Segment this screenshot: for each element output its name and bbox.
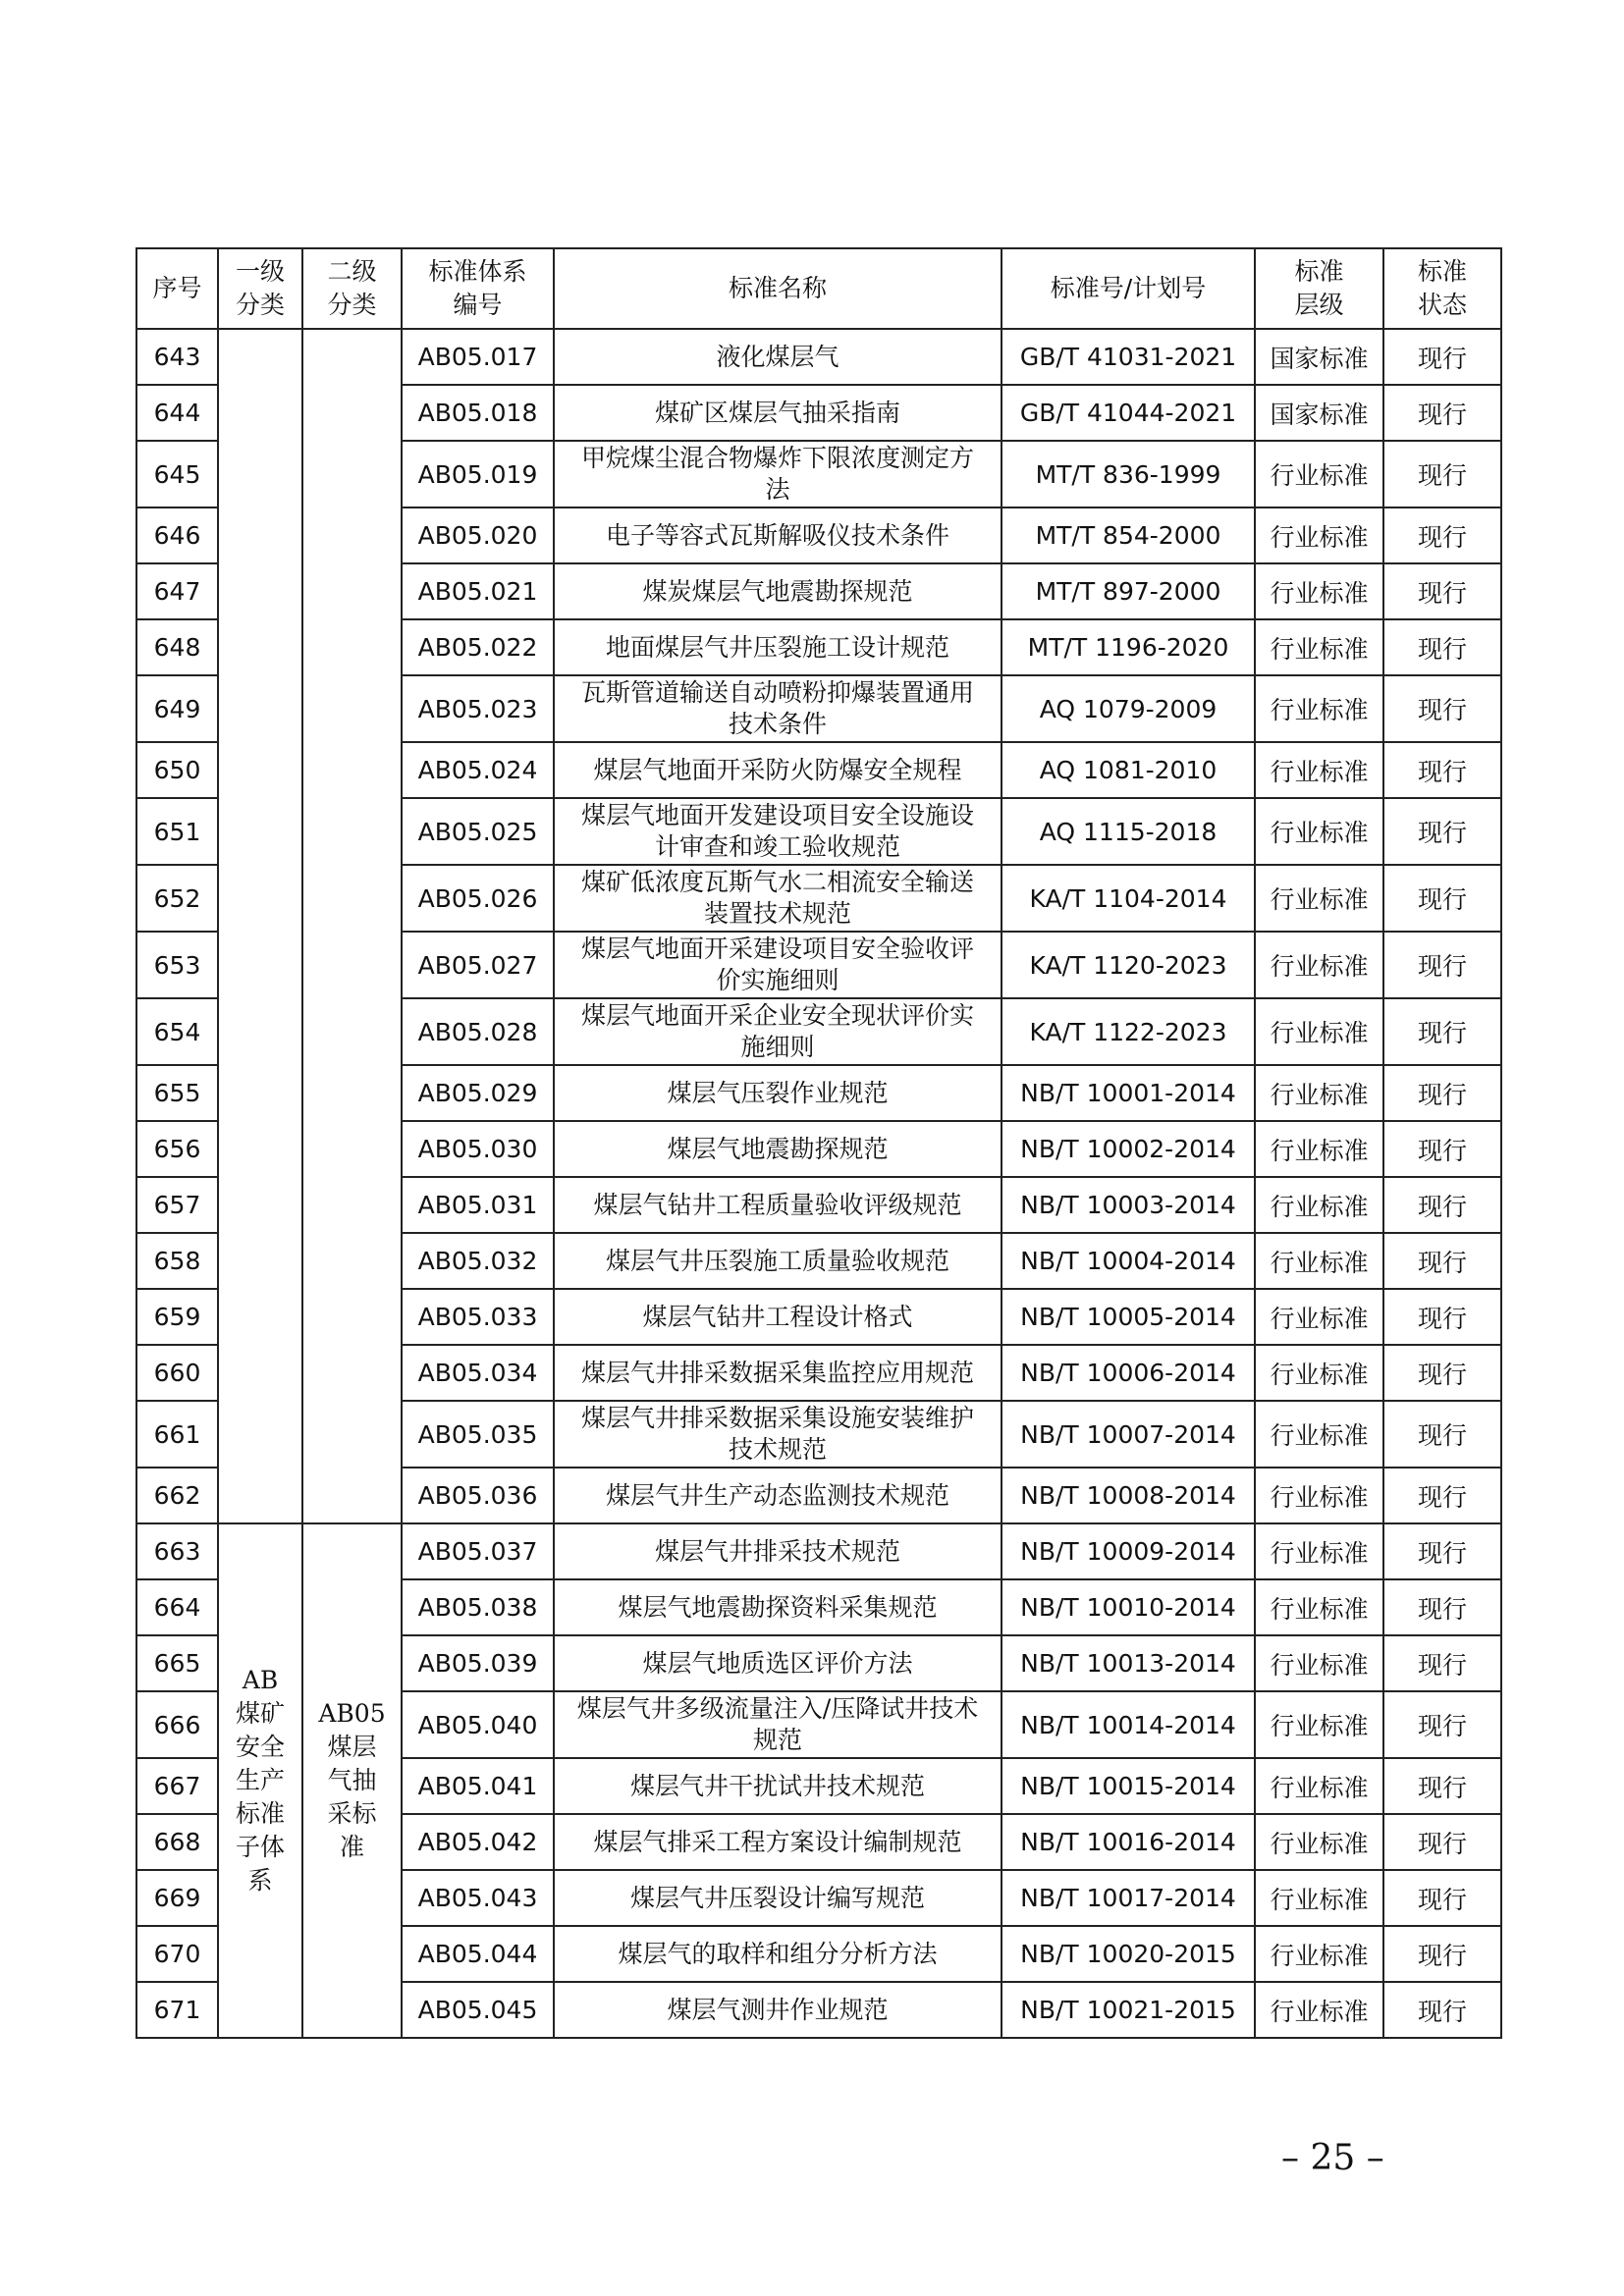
cell-tier: 行业标准 <box>1255 865 1383 932</box>
cell-number: NB/T 10017-2014 <box>1001 1870 1255 1926</box>
cell-name: 液化煤层气 <box>554 329 1001 385</box>
cell-name: 煤层气井多级流量注入/压降试井技术 规范 <box>554 1691 1001 1758</box>
cell-tier: 行业标准 <box>1255 1926 1383 1982</box>
cell-seq: 671 <box>136 1982 218 2038</box>
cell-seq: 659 <box>136 1289 218 1345</box>
cell-number: NB/T 10008-2014 <box>1001 1468 1255 1523</box>
cell-seq: 649 <box>136 675 218 742</box>
cell-status: 现行 <box>1383 1870 1501 1926</box>
cell-code: AB05.020 <box>402 507 554 563</box>
cell-number: NB/T 10014-2014 <box>1001 1691 1255 1758</box>
cell-code: AB05.042 <box>402 1814 554 1870</box>
cell-name: 煤层气地震勘探资料采集规范 <box>554 1579 1001 1635</box>
cell-status: 现行 <box>1383 1691 1501 1758</box>
cell-name: 煤层气地面开采建设项目安全验收评 价实施细则 <box>554 932 1001 998</box>
cell-status: 现行 <box>1383 1926 1501 1982</box>
cell-tier: 行业标准 <box>1255 507 1383 563</box>
cell-status: 现行 <box>1383 1345 1501 1401</box>
cell-number: NB/T 10006-2014 <box>1001 1345 1255 1401</box>
cell-level2-blank <box>302 329 402 1523</box>
cell-tier: 行业标准 <box>1255 1691 1383 1758</box>
cell-number: NB/T 10010-2014 <box>1001 1579 1255 1635</box>
cell-code: AB05.030 <box>402 1121 554 1177</box>
cell-code: AB05.032 <box>402 1233 554 1289</box>
cell-status: 现行 <box>1383 329 1501 385</box>
cell-tier: 行业标准 <box>1255 675 1383 742</box>
cell-status: 现行 <box>1383 619 1501 675</box>
cell-code: AB05.019 <box>402 441 554 507</box>
cell-tier: 行业标准 <box>1255 1065 1383 1121</box>
cell-status: 现行 <box>1383 1121 1501 1177</box>
cell-code: AB05.044 <box>402 1926 554 1982</box>
cell-seq: 645 <box>136 441 218 507</box>
cell-status: 现行 <box>1383 1758 1501 1814</box>
cell-tier: 行业标准 <box>1255 1289 1383 1345</box>
cell-status: 现行 <box>1383 998 1501 1065</box>
table-header-row <box>136 248 1501 329</box>
cell-code: AB05.040 <box>402 1691 554 1758</box>
cell-status: 现行 <box>1383 1579 1501 1635</box>
cell-name: 甲烷煤尘混合物爆炸下限浓度测定方 法 <box>554 441 1001 507</box>
cell-tier: 行业标准 <box>1255 1870 1383 1926</box>
cell-name: 电子等容式瓦斯解吸仪技术条件 <box>554 507 1001 563</box>
cell-seq: 667 <box>136 1758 218 1814</box>
cell-status: 现行 <box>1383 675 1501 742</box>
cell-number: KA/T 1104-2014 <box>1001 865 1255 932</box>
cell-code: AB05.025 <box>402 798 554 865</box>
cell-status: 现行 <box>1383 742 1501 798</box>
standards-table <box>135 247 1502 2039</box>
table-body <box>136 329 1501 2038</box>
cell-status: 现行 <box>1383 563 1501 619</box>
cell-code: AB05.045 <box>402 1982 554 2038</box>
cell-tier: 行业标准 <box>1255 1523 1383 1579</box>
cell-seq: 644 <box>136 385 218 441</box>
cell-name: 煤层气井排采数据采集监控应用规范 <box>554 1345 1001 1401</box>
cell-number: NB/T 10003-2014 <box>1001 1177 1255 1233</box>
cell-number: MT/T 897-2000 <box>1001 563 1255 619</box>
cell-name: 煤层气井排采数据采集设施安装维护 技术规范 <box>554 1401 1001 1468</box>
cell-status: 现行 <box>1383 385 1501 441</box>
cell-tier: 行业标准 <box>1255 1345 1383 1401</box>
cell-name: 煤层气测井作业规范 <box>554 1982 1001 2038</box>
cell-name: 煤矿低浓度瓦斯气水二相流安全输送 装置技术规范 <box>554 865 1001 932</box>
cell-status: 现行 <box>1383 798 1501 865</box>
header-number: 标准号/计划号 <box>1001 248 1255 329</box>
cell-status: 现行 <box>1383 1401 1501 1468</box>
cell-seq: 653 <box>136 932 218 998</box>
cell-name: 瓦斯管道输送自动喷粉抑爆装置通用 技术条件 <box>554 675 1001 742</box>
cell-tier: 行业标准 <box>1255 1401 1383 1468</box>
cell-number: NB/T 10013-2014 <box>1001 1635 1255 1691</box>
cell-number: AQ 1079-2009 <box>1001 675 1255 742</box>
cell-number: NB/T 10007-2014 <box>1001 1401 1255 1468</box>
cell-code: AB05.037 <box>402 1523 554 1579</box>
cell-code: AB05.026 <box>402 865 554 932</box>
cell-tier: 行业标准 <box>1255 1121 1383 1177</box>
cell-name: 煤层气的取样和组分分析方法 <box>554 1926 1001 1982</box>
cell-status: 现行 <box>1383 1233 1501 1289</box>
cell-tier: 行业标准 <box>1255 798 1383 865</box>
cell-code: AB05.023 <box>402 675 554 742</box>
cell-seq: 668 <box>136 1814 218 1870</box>
cell-status: 现行 <box>1383 1982 1501 2038</box>
cell-seq: 670 <box>136 1926 218 1982</box>
cell-name: 煤层气压裂作业规范 <box>554 1065 1001 1121</box>
cell-status: 现行 <box>1383 1289 1501 1345</box>
cell-tier: 行业标准 <box>1255 932 1383 998</box>
cell-seq: 660 <box>136 1345 218 1401</box>
cell-code: AB05.017 <box>402 329 554 385</box>
cell-number: MT/T 1196-2020 <box>1001 619 1255 675</box>
cell-name: 煤层气井排采技术规范 <box>554 1523 1001 1579</box>
cell-code: AB05.034 <box>402 1345 554 1401</box>
header-code: 标准体系 编号 <box>402 248 554 329</box>
cell-name: 煤层气地面开采企业安全现状评价实 施细则 <box>554 998 1001 1065</box>
table-row <box>136 329 1501 385</box>
cell-code: AB05.036 <box>402 1468 554 1523</box>
cell-number: MT/T 854-2000 <box>1001 507 1255 563</box>
cell-tier: 行业标准 <box>1255 619 1383 675</box>
cell-name: 煤矿区煤层气抽采指南 <box>554 385 1001 441</box>
cell-seq: 666 <box>136 1691 218 1758</box>
cell-level1-category: AB 煤矿 安全 生产 标准 子体 系 <box>218 1523 302 2038</box>
cell-status: 现行 <box>1383 1814 1501 1870</box>
cell-tier: 行业标准 <box>1255 1579 1383 1635</box>
cell-code: AB05.033 <box>402 1289 554 1345</box>
cell-tier: 行业标准 <box>1255 998 1383 1065</box>
cell-number: NB/T 10005-2014 <box>1001 1289 1255 1345</box>
cell-name: 煤层气地面开发建设项目安全设施设 计审查和竣工验收规范 <box>554 798 1001 865</box>
cell-tier: 行业标准 <box>1255 1758 1383 1814</box>
cell-status: 现行 <box>1383 1635 1501 1691</box>
cell-status: 现行 <box>1383 507 1501 563</box>
cell-name: 煤层气井生产动态监测技术规范 <box>554 1468 1001 1523</box>
cell-code: AB05.039 <box>402 1635 554 1691</box>
header-status: 标准 状态 <box>1383 248 1501 329</box>
cell-seq: 658 <box>136 1233 218 1289</box>
cell-name: 煤层气排采工程方案设计编制规范 <box>554 1814 1001 1870</box>
cell-tier: 行业标准 <box>1255 1814 1383 1870</box>
cell-seq: 662 <box>136 1468 218 1523</box>
cell-seq: 665 <box>136 1635 218 1691</box>
cell-code: AB05.028 <box>402 998 554 1065</box>
cell-name: 煤层气地质选区评价方法 <box>554 1635 1001 1691</box>
cell-number: MT/T 836-1999 <box>1001 441 1255 507</box>
cell-tier: 国家标准 <box>1255 329 1383 385</box>
cell-name: 煤层气钻井工程质量验收评级规范 <box>554 1177 1001 1233</box>
cell-tier: 行业标准 <box>1255 1635 1383 1691</box>
cell-name: 煤层气地面开采防火防爆安全规程 <box>554 742 1001 798</box>
cell-tier: 行业标准 <box>1255 1982 1383 2038</box>
cell-name: 煤层气井压裂设计编写规范 <box>554 1870 1001 1926</box>
cell-status: 现行 <box>1383 932 1501 998</box>
cell-code: AB05.024 <box>402 742 554 798</box>
cell-name: 煤层气钻井工程设计格式 <box>554 1289 1001 1345</box>
cell-number: AQ 1115-2018 <box>1001 798 1255 865</box>
cell-seq: 650 <box>136 742 218 798</box>
cell-number: KA/T 1122-2023 <box>1001 998 1255 1065</box>
cell-code: AB05.031 <box>402 1177 554 1233</box>
cell-tier: 行业标准 <box>1255 441 1383 507</box>
cell-status: 现行 <box>1383 865 1501 932</box>
cell-status: 现行 <box>1383 1065 1501 1121</box>
cell-name: 煤炭煤层气地震勘探规范 <box>554 563 1001 619</box>
cell-code: AB05.027 <box>402 932 554 998</box>
header-name: 标准名称 <box>554 248 1001 329</box>
cell-name: 煤层气井压裂施工质量验收规范 <box>554 1233 1001 1289</box>
cell-number: GB/T 41031-2021 <box>1001 329 1255 385</box>
page-number: – 25 – <box>1281 2138 1384 2178</box>
cell-level1-blank <box>218 329 302 1523</box>
cell-tier: 行业标准 <box>1255 1468 1383 1523</box>
cell-number: NB/T 10002-2014 <box>1001 1121 1255 1177</box>
cell-number: NB/T 10001-2014 <box>1001 1065 1255 1121</box>
cell-seq: 647 <box>136 563 218 619</box>
cell-tier: 行业标准 <box>1255 563 1383 619</box>
cell-status: 现行 <box>1383 441 1501 507</box>
header-tier: 标准 层级 <box>1255 248 1383 329</box>
cell-seq: 656 <box>136 1121 218 1177</box>
cell-seq: 655 <box>136 1065 218 1121</box>
cell-level2-category: AB05 煤层 气抽 采标 准 <box>302 1523 402 2038</box>
cell-seq: 663 <box>136 1523 218 1579</box>
cell-code: AB05.018 <box>402 385 554 441</box>
cell-name: 煤层气井干扰试井技术规范 <box>554 1758 1001 1814</box>
cell-number: NB/T 10009-2014 <box>1001 1523 1255 1579</box>
cell-status: 现行 <box>1383 1177 1501 1233</box>
cell-number: AQ 1081-2010 <box>1001 742 1255 798</box>
cell-code: AB05.043 <box>402 1870 554 1926</box>
table-row <box>136 1523 1501 1579</box>
cell-seq: 664 <box>136 1579 218 1635</box>
cell-tier: 行业标准 <box>1255 1177 1383 1233</box>
cell-tier: 行业标准 <box>1255 742 1383 798</box>
cell-seq: 654 <box>136 998 218 1065</box>
cell-tier: 行业标准 <box>1255 1233 1383 1289</box>
cell-number: KA/T 1120-2023 <box>1001 932 1255 998</box>
cell-code: AB05.021 <box>402 563 554 619</box>
cell-number: GB/T 41044-2021 <box>1001 385 1255 441</box>
cell-seq: 657 <box>136 1177 218 1233</box>
cell-name: 地面煤层气井压裂施工设计规范 <box>554 619 1001 675</box>
cell-code: AB05.041 <box>402 1758 554 1814</box>
cell-number: NB/T 10004-2014 <box>1001 1233 1255 1289</box>
cell-seq: 669 <box>136 1870 218 1926</box>
cell-code: AB05.035 <box>402 1401 554 1468</box>
cell-seq: 651 <box>136 798 218 865</box>
cell-code: AB05.029 <box>402 1065 554 1121</box>
cell-code: AB05.022 <box>402 619 554 675</box>
header-level1: 一级 分类 <box>218 248 302 329</box>
cell-seq: 661 <box>136 1401 218 1468</box>
cell-number: NB/T 10016-2014 <box>1001 1814 1255 1870</box>
cell-seq: 643 <box>136 329 218 385</box>
cell-number: NB/T 10020-2015 <box>1001 1926 1255 1982</box>
cell-number: NB/T 10021-2015 <box>1001 1982 1255 2038</box>
cell-seq: 652 <box>136 865 218 932</box>
cell-name: 煤层气地震勘探规范 <box>554 1121 1001 1177</box>
header-level2: 二级 分类 <box>302 248 402 329</box>
header-seq: 序号 <box>136 248 218 329</box>
cell-seq: 648 <box>136 619 218 675</box>
cell-code: AB05.038 <box>402 1579 554 1635</box>
cell-seq: 646 <box>136 507 218 563</box>
cell-tier: 国家标准 <box>1255 385 1383 441</box>
cell-status: 现行 <box>1383 1468 1501 1523</box>
cell-number: NB/T 10015-2014 <box>1001 1758 1255 1814</box>
cell-status: 现行 <box>1383 1523 1501 1579</box>
